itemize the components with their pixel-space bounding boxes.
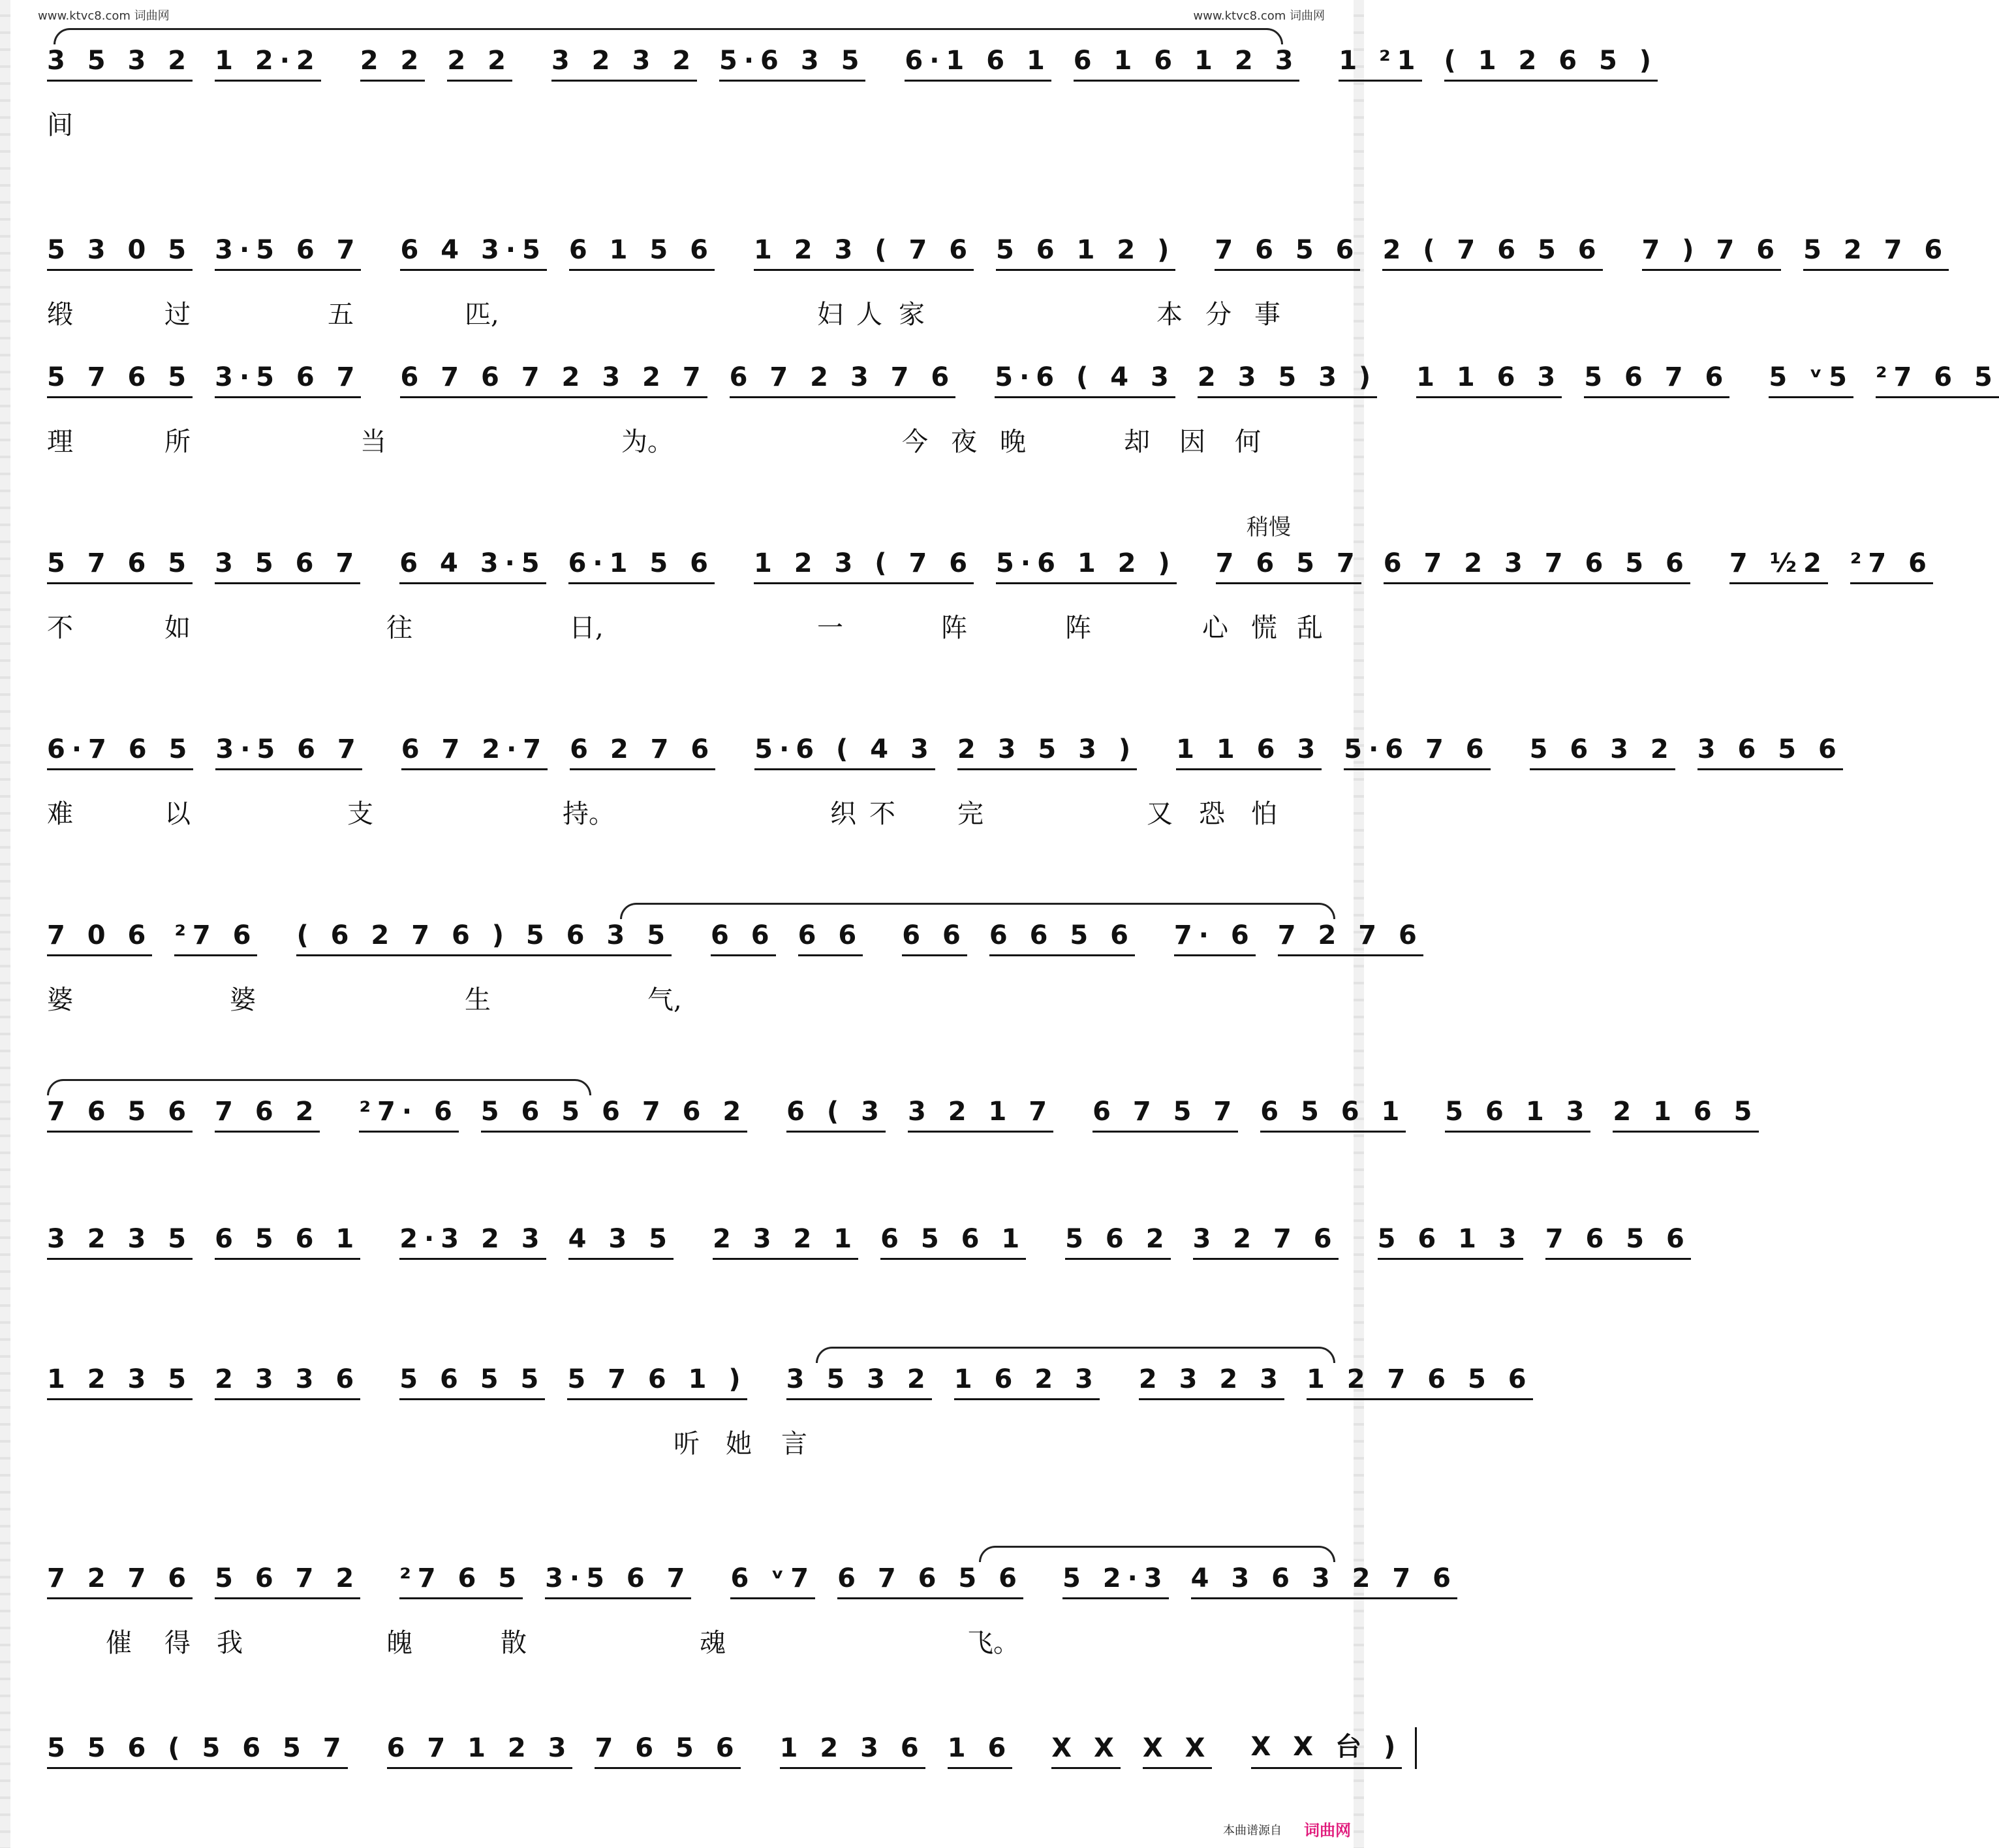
lyric-syllable: 当	[360, 427, 386, 457]
note-group: 6·1 6 1	[905, 46, 1051, 82]
note-group: 3 6 5 6	[1697, 734, 1843, 770]
note-group: 1 6	[948, 1733, 1013, 1769]
note-group: 2 3 5 3 )	[1198, 362, 1377, 398]
note-group: 1 2 7 6 5 6	[1307, 1364, 1533, 1400]
note-group: 6 2 7 6	[570, 734, 715, 770]
lyric-row-4	[47, 607, 1333, 644]
phrase-slur	[54, 28, 1283, 44]
lyric-syllable: 本	[1156, 300, 1183, 330]
note-group: 2 2	[360, 46, 426, 82]
note-group: 1 2 3 6	[780, 1733, 925, 1769]
note-group: ²7· 6	[359, 1097, 458, 1133]
note-group: 6 7 2·7	[401, 734, 548, 770]
lyric-syllable: 魄	[386, 1628, 412, 1658]
note-group: 5 6 7 2	[215, 1563, 360, 1599]
note-group: 6 5 6 1	[1260, 1097, 1406, 1133]
note-group: 5 7 6 5	[47, 548, 193, 584]
lyric-syllable: 飞。	[967, 1628, 1019, 1658]
header-site-right: www.ktvc8.com 词曲网	[1193, 9, 1325, 23]
lyric-row-9	[47, 1423, 1333, 1460]
note-group: 6 6	[798, 920, 863, 956]
phrase-slur	[47, 1079, 591, 1095]
lyric-syllable: 怕	[1251, 799, 1277, 829]
note-group: 5 ᵛ5	[1769, 362, 1853, 398]
note-group: 7 2 7 6	[1278, 920, 1423, 956]
lyric-syllable: 持。	[563, 799, 615, 829]
lyric-row-3	[47, 421, 1333, 458]
note-group: 6 7 5 7	[1092, 1097, 1238, 1133]
note-group: 5 6 7 6	[1584, 362, 1729, 398]
note-group: 6·1 5 6	[568, 548, 715, 584]
note-group: 5 3 0 5	[47, 235, 193, 271]
lyric-syllable: 慌	[1251, 613, 1277, 643]
lyric-syllable: 所	[164, 427, 191, 457]
note-group: 5 2 7 6	[1803, 235, 1949, 271]
note-group: 2 3 2 1	[713, 1224, 858, 1260]
final-barline	[1415, 1727, 1417, 1769]
note-group: ²7 6	[1850, 548, 1933, 584]
note-group: 1 1 6 3	[1176, 734, 1322, 770]
lyric-syllable: 难	[47, 799, 73, 829]
note-group: 6 1 5 6	[569, 235, 715, 271]
lyric-syllable: 分	[1205, 300, 1232, 330]
lyric-row-6	[47, 979, 1333, 1016]
lyric-syllable: 妇	[817, 300, 843, 330]
lyric-syllable: 间	[47, 110, 73, 140]
note-group: 5 6 1 3	[1378, 1224, 1523, 1260]
note-group: 5 6 1 2 )	[996, 235, 1175, 271]
lyric-syllable: 却	[1124, 427, 1150, 457]
note-group: 3 2 3 2	[551, 46, 697, 82]
header-site-left: www.ktvc8.com 词曲网	[38, 9, 170, 23]
note-group: 6 7 1 2 3	[387, 1733, 573, 1769]
notation-row-5	[47, 725, 1843, 772]
lyric-syllable: 乱	[1297, 613, 1323, 643]
note-group: X X	[1051, 1733, 1121, 1769]
note-group: 1 2 3 5	[47, 1364, 193, 1400]
note-group: 5 6 5 5	[399, 1364, 545, 1400]
note-group: 4 3 5	[568, 1224, 674, 1260]
lyric-syllable: 得	[164, 1628, 191, 1658]
lyric-syllable: 不	[47, 613, 73, 643]
lyric-syllable: 今	[902, 427, 928, 457]
note-group: 5 7 6 1 )	[567, 1364, 747, 1400]
lyric-syllable: 缎	[47, 300, 73, 330]
note-group: 6 7 6 7 2 3 2 7	[400, 362, 707, 398]
note-group: 3 5 3 2	[786, 1364, 932, 1400]
notation-row-2	[47, 225, 1949, 273]
note-group: 6 4 3·5	[400, 235, 546, 271]
note-group: 1 2 3 ( 7 6	[754, 548, 974, 584]
note-group: 7 6 5 7	[1216, 548, 1361, 584]
lyric-syllable: 言	[781, 1429, 807, 1459]
note-group: 3·5 6 7	[215, 734, 362, 770]
note-group: ²7 6 5	[399, 1563, 523, 1599]
note-group: 1 2·2	[215, 46, 321, 82]
note-group: 6 7 2 3 7 6 5 6	[1384, 548, 1690, 584]
note-group: 3·5 6 7	[215, 362, 361, 398]
lyric-syllable: 日,	[569, 613, 604, 643]
lyric-syllable: 散	[501, 1628, 527, 1658]
note-group: 7 ½2	[1729, 548, 1828, 584]
note-group: 5·6 7 6	[1344, 734, 1490, 770]
note-group: 6 5 6 1	[880, 1224, 1026, 1260]
note-group: 6 7 6 5 6	[837, 1563, 1023, 1599]
note-group: 1 ²1	[1339, 46, 1421, 82]
notation-row-3	[47, 352, 1999, 400]
note-group: 5 2·3	[1062, 1563, 1169, 1599]
lyric-syllable: 家	[899, 300, 925, 330]
lyric-syllable: 五	[328, 300, 354, 330]
footer-logo: 词曲网	[1304, 1821, 1351, 1840]
note-group: 3 2 1 7	[908, 1097, 1053, 1133]
lyric-row-1	[47, 104, 1333, 141]
note-group: 1 6 2 3	[954, 1364, 1100, 1400]
note-group: 3 5 3 2	[47, 46, 193, 82]
lyric-syllable: 织	[830, 799, 856, 829]
lyric-syllable: 理	[47, 427, 73, 457]
note-group: 5·6 3 5	[719, 46, 865, 82]
lyric-row-2	[47, 294, 1333, 330]
lyric-syllable: 以	[164, 799, 191, 829]
lyric-syllable: 人	[856, 300, 882, 330]
note-group: 3 2 7 6	[1193, 1224, 1339, 1260]
note-group: 2 2	[447, 46, 512, 82]
note-group: 6 6 5 6	[989, 920, 1135, 956]
lyric-syllable: 我	[217, 1628, 243, 1658]
note-group: 2 3 3 6	[215, 1364, 360, 1400]
note-group: 3·5 6 7	[545, 1563, 691, 1599]
lyric-syllable: 她	[726, 1429, 752, 1459]
note-group: 6 6	[902, 920, 967, 956]
note-group: 7· 6	[1174, 920, 1256, 956]
note-group: ²7 6 5	[1876, 362, 1999, 398]
lyric-syllable: 不	[869, 799, 895, 829]
note-group: 5 6 5 6 7 6 2	[481, 1097, 747, 1133]
tempo-marking: 稍慢	[1247, 514, 1291, 540]
note-group: 6 6	[711, 920, 776, 956]
lyric-syllable: 一	[817, 613, 843, 643]
lyric-syllable: 又	[1147, 799, 1173, 829]
lyric-syllable: 听	[674, 1429, 700, 1459]
note-group: 6 ( 3	[786, 1097, 886, 1133]
note-group: 3·5 6 7	[215, 235, 361, 271]
lyric-syllable: 往	[386, 613, 412, 643]
note-group: 1 1 6 3	[1416, 362, 1562, 398]
notation-row-4	[47, 539, 1933, 586]
note-group: 6 4 3·5	[399, 548, 546, 584]
note-group: 1 2 3 ( 7 6	[754, 235, 974, 271]
note-group: 3 5 6 7	[215, 548, 360, 584]
lyric-syllable: 完	[957, 799, 984, 829]
lyric-syllable: 心	[1202, 613, 1228, 643]
note-group: 7 6 5 6	[595, 1733, 740, 1769]
note-group: 7 0 6	[47, 920, 152, 956]
phrase-slur	[816, 1347, 1335, 1363]
note-group: 2 1 6 5	[1613, 1097, 1758, 1133]
note-group: 6·7 6 5	[47, 734, 193, 770]
lyric-syllable: 催	[106, 1628, 132, 1658]
note-group: 7 2 7 6	[47, 1563, 193, 1599]
lyric-syllable: 支	[347, 799, 373, 829]
lyric-syllable: 匹,	[465, 300, 499, 330]
lyric-syllable: 气,	[647, 985, 682, 1015]
note-group: 5 7 6 5	[47, 362, 193, 398]
lyric-syllable: 因	[1179, 427, 1205, 457]
note-group: 7 6 2	[215, 1097, 320, 1133]
note-group: X X 台 )	[1251, 1726, 1402, 1769]
note-group: 5 6 1 3	[1445, 1097, 1590, 1133]
note-group: 2 3 5 3 )	[957, 734, 1137, 770]
note-group: X X	[1143, 1733, 1212, 1769]
lyric-syllable: 婆	[47, 985, 73, 1015]
notation-row-8	[47, 1214, 1691, 1262]
lyric-syllable: 魂	[700, 1628, 726, 1658]
note-group: 5 6 2	[1065, 1224, 1170, 1260]
note-group: 2·3 2 3	[399, 1224, 546, 1260]
lyric-row-5	[47, 793, 1333, 830]
lyric-syllable: 如	[164, 613, 191, 643]
lyric-syllable: 为。	[621, 427, 674, 457]
footer-source-text: 本曲谱源自	[1223, 1824, 1282, 1838]
note-group: 4 3 6 3 2 7 6	[1191, 1563, 1457, 1599]
lyric-syllable: 生	[465, 985, 491, 1015]
note-group: 5·6 ( 4 3	[754, 734, 935, 770]
note-group: 6 7 2 3 7 6	[730, 362, 956, 398]
lyric-row-10	[47, 1622, 1333, 1659]
note-group: 2 ( 7 6 5 6	[1382, 235, 1602, 271]
note-group: 3 2 3 5	[47, 1224, 193, 1260]
phrase-slur	[620, 903, 1335, 919]
lyric-syllable: 过	[164, 300, 191, 330]
note-group: ( 6 2 7 6 ) 5 6 3 5	[296, 920, 672, 956]
note-group: 7 6 5 6	[47, 1097, 193, 1133]
notation-row-11	[47, 1723, 1402, 1771]
note-group: ²7 6	[174, 920, 257, 956]
lyric-syllable: 阵	[1065, 613, 1091, 643]
lyric-syllable: 阵	[941, 613, 967, 643]
lyric-syllable: 事	[1254, 300, 1280, 330]
note-group: 5·6 1 2 )	[996, 548, 1177, 584]
note-group: 2 3 2 3	[1139, 1364, 1284, 1400]
lyric-syllable: 何	[1235, 427, 1261, 457]
note-group: 5 6 3 2	[1530, 734, 1675, 770]
note-group: 7 ) 7 6	[1642, 235, 1782, 271]
note-group: 5 5 6 ( 5 6 5 7	[47, 1733, 348, 1769]
lyric-syllable: 恐	[1199, 799, 1225, 829]
note-group: 6 1 6 1 2 3	[1074, 46, 1300, 82]
note-group: 7 6 5 6	[1215, 235, 1360, 271]
note-group: 5·6 ( 4 3	[995, 362, 1175, 398]
note-group: 6 5 6 1	[215, 1224, 360, 1260]
note-group: 7 6 5 6	[1545, 1224, 1691, 1260]
lyric-syllable: 夜	[951, 427, 977, 457]
phrase-slur	[979, 1546, 1335, 1562]
lyric-syllable: 晚	[1000, 427, 1026, 457]
note-group: 6 ᵛ7	[730, 1563, 815, 1599]
lyric-syllable: 婆	[230, 985, 256, 1015]
note-group: ( 1 2 6 5 )	[1444, 46, 1658, 82]
